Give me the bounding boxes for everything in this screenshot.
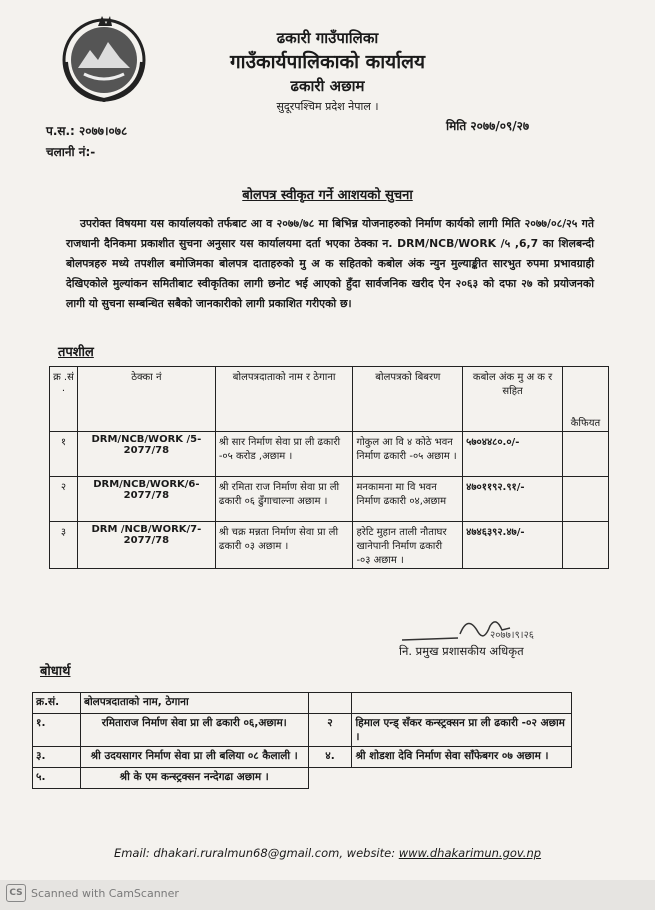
- cell-sn: ५.: [33, 768, 81, 789]
- table-header-row: [50, 367, 609, 432]
- table-row: [50, 522, 609, 569]
- notice-subject: [0, 185, 655, 203]
- cell-remark: [563, 432, 609, 477]
- cell-sn: १.: [33, 714, 81, 747]
- cell-sn: ४.: [308, 747, 352, 768]
- cell-amount: ४७४६३९२.४७/-: [463, 522, 563, 569]
- cell-contract: DRM /NCB/WORK/7-2077/78: [77, 522, 215, 569]
- cell-bidder: श्री चक्र मन्नता निर्माण सेवा प्रा ली ढकारी ०३ अछाम ।: [215, 522, 353, 569]
- bodhartha-table: [32, 692, 572, 789]
- body-paragraph: उपरोक्त विषयमा यस कार्यालयको तर्फबाट आ व २०७७/७८ मा बिभिन्न योजनाहरुको निर्माण कार्यको लागी मिति २०७७/०८/२५ गते राजधानी दैनिकमा प्रकाशीत सुचना अनुसार यस कार्यालयमा दर्ता भएका ठेक्का न. DRM/NCB/WORK /५ ,6,7 का शिलबन्दी बोलपत्रहरु मध्ये तपशील बमोजिमका बोलपत्र दाताहरुको मु अ क सहितको कबोल अंक न्युन मुल्याङ्कीत सारभुत रुपमा प्रभावग्राही देखिएकोले मुल्यांकन समितीबाट स्वीकृतिका लागी छनोट भई आएको हुँदा सार्वजनिक खरीद ऐन २०६३ को दफा २७ को प्रयोजनको लागी यो सुचना सम्बन्धित सबैको जानकारीको लागी प्रकाशित गरीएको छ।: [66, 217, 594, 310]
- cell-name: रमिताराज निर्माण सेवा प्रा ली ढकारी ०६,अछाम।: [80, 714, 308, 747]
- bodhartha-header-name: बोलपत्रदाताको नाम, ठेगाना: [80, 693, 308, 714]
- dispatch-number: चलानी नं:-: [46, 145, 96, 159]
- table-row: [33, 768, 572, 789]
- footer-email: Email: dhakari.ruralmun68@gmail.com, website:: [113, 846, 399, 860]
- scanner-watermark: [6, 884, 179, 902]
- cell-sn: [308, 768, 352, 789]
- bodhartha-heading: बोधार्थ: [40, 664, 71, 679]
- cell-name: श्री शोडशा देवि निर्माण सेवा साँफेबगर ०७ अछाम ।: [352, 747, 572, 768]
- table-row: [50, 432, 609, 477]
- notice-body: [66, 214, 594, 314]
- province-name: सुदूरपश्चिम प्रदेश नेपाल ।: [276, 100, 379, 113]
- signature-date: २०७७।९।२६: [490, 630, 534, 641]
- cell-sn: ३.: [33, 747, 81, 768]
- tapsil-heading: तपशील: [58, 345, 94, 360]
- bodhartha-empty-cell: [352, 693, 572, 714]
- cell-amount: ४७०११९२.९१/-: [463, 477, 563, 522]
- cell-amount: ५७०४४८०.०/-: [463, 432, 563, 477]
- municipality-name: ढकारी गाउँपालिका: [276, 29, 379, 47]
- cell-name: [352, 768, 572, 789]
- table-row: [50, 477, 609, 522]
- cell-contract: DRM/NCB/WORK/6-2077/78: [77, 477, 215, 522]
- cell-contract: DRM/NCB/WORK /5-2077/78: [77, 432, 215, 477]
- camscanner-logo-icon: CS: [6, 884, 26, 902]
- cell-description: गोकुल आ वि ४ कोठे भवन निर्माण ढकारी -०५ अछाम ।: [353, 432, 463, 477]
- cell-sn: ३: [50, 522, 78, 569]
- table-row: [33, 714, 572, 747]
- cell-description: हरेटि मुहान ताली नौताघर खानेपानी निर्माण ढकारी -०३ अछाम ।: [353, 522, 463, 569]
- header-amount: कबोल अंक मु अ क र सहित: [463, 367, 563, 432]
- bodhartha-header-row: [33, 693, 572, 714]
- bodhartha-empty-cell: [308, 693, 352, 714]
- cell-name: हिमाल एन्ड् सँकर कन्स्ट्रक्सन प्रा ली ढकारी -०२ अछाम ।: [352, 714, 572, 747]
- subject-text: बोलपत्र स्वीकृत गर्ने आशयको सुचना: [242, 188, 413, 203]
- header-bidder: बोलपत्रदाताको नाम र ठेगाना: [215, 367, 353, 432]
- contact-footer: [0, 846, 655, 860]
- cell-sn: २: [50, 477, 78, 522]
- tapsil-table: [49, 366, 609, 569]
- reference-number: प.स.: २०७७।०७८: [46, 124, 128, 138]
- header-remark: कैफियत: [563, 367, 609, 432]
- cell-description: मनकामना मा वि भवन निर्माण ढकारी ०४,अछाम: [353, 477, 463, 522]
- bodhartha-header-sn: क्र.सं.: [33, 693, 81, 714]
- scanner-label: Scanned with CamScanner: [31, 886, 179, 900]
- header-contract: ठेक्का नं: [77, 367, 215, 432]
- footer-website-link[interactable]: www.dhakarimun.gov.np: [398, 846, 542, 860]
- cell-sn: २: [308, 714, 352, 747]
- signatory-title: नि. प्रमुख प्रशासकीय अधिकृत: [399, 644, 524, 658]
- cell-name: श्री के एम कन्स्ट्रक्सन नन्देगढा अछाम ।: [80, 768, 308, 789]
- header-sn: क्र .सं .: [50, 367, 78, 432]
- cell-remark: [563, 522, 609, 569]
- letter-date: मिति २०७७/०९/२७: [446, 119, 530, 133]
- office-name: गाउँकार्यपालिकाको कार्यालय: [229, 51, 426, 73]
- table-row: [33, 747, 572, 768]
- cell-bidder: श्री सार निर्माण सेवा प्रा ली ढकारी -०५ करोड ,अछाम ।: [215, 432, 353, 477]
- office-location: ढकारी अछाम: [290, 77, 365, 95]
- cell-name: श्री उदयसागर निर्माण सेवा प्रा ली बलिया ०८ कैलाली ।: [80, 747, 308, 768]
- cell-sn: १: [50, 432, 78, 477]
- header-description: बोलपत्रको बिबरण: [353, 367, 463, 432]
- cell-remark: [563, 477, 609, 522]
- cell-bidder: श्री रमिता राज निर्माण सेवा प्रा ली ढकारी ०६ ढुँगाचाल्ना अछाम ।: [215, 477, 353, 522]
